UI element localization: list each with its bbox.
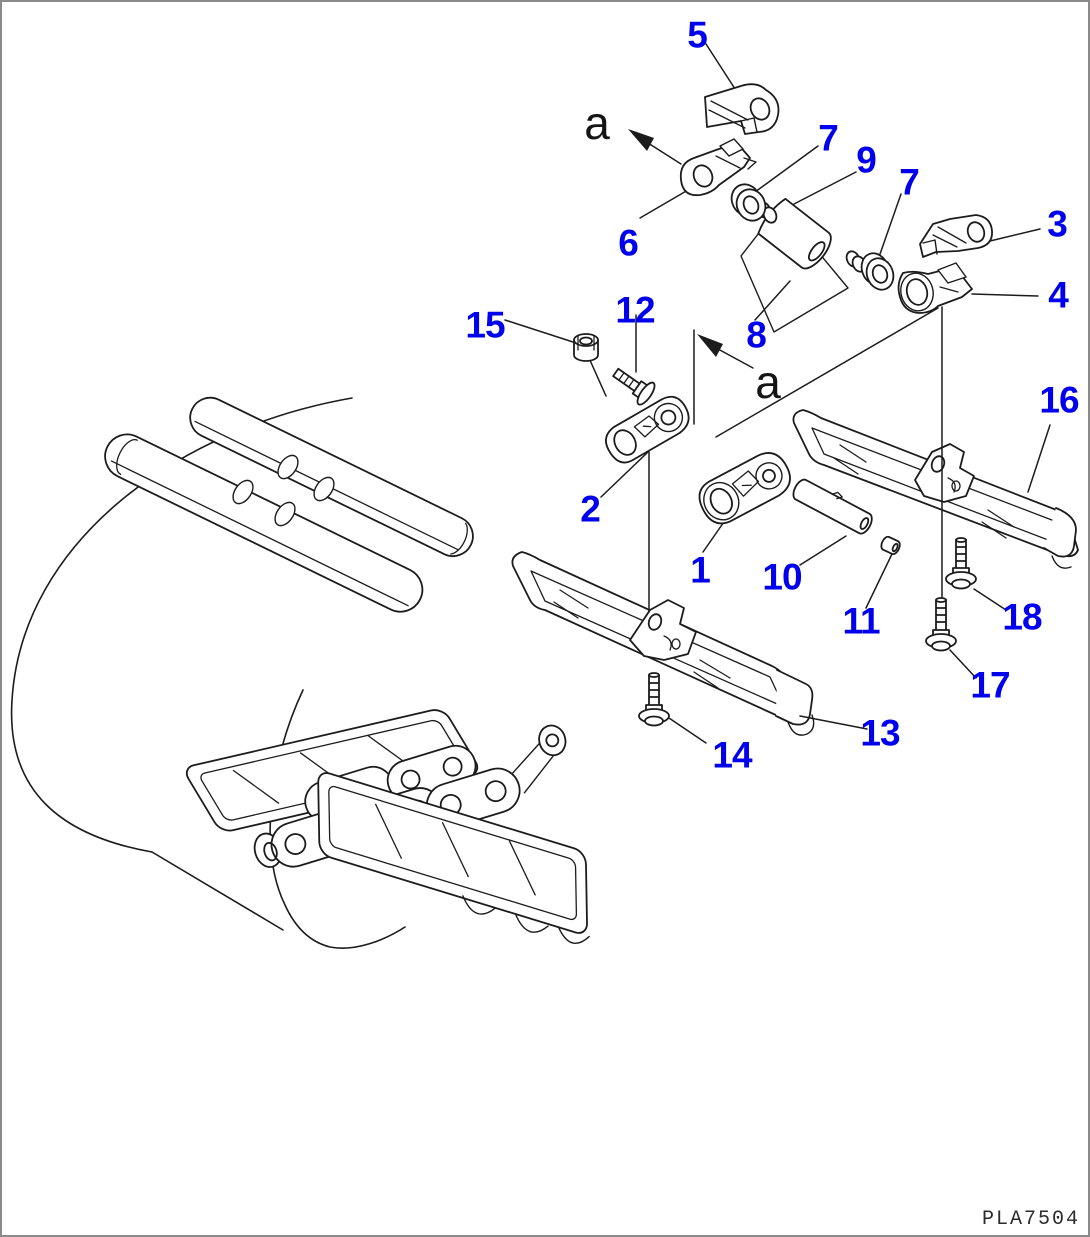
callout-3: 3 (1047, 203, 1067, 245)
drawing-number: PLA7504 (981, 1208, 1080, 1231)
leader-line-13 (800, 716, 867, 729)
leader-line-9 (794, 172, 856, 204)
section-arrow-a-mid (694, 330, 753, 424)
leader-line-5 (706, 44, 737, 92)
master-link-half-4 (897, 263, 972, 314)
washer-7-front (727, 180, 771, 226)
leader-line-3 (990, 229, 1040, 241)
nut-15 (574, 334, 598, 361)
leader-line-16 (1028, 425, 1050, 492)
bolt-17 (926, 598, 956, 651)
track-pin-10 (790, 474, 876, 536)
track-shoe-16 (793, 410, 1078, 568)
callout-7b: 7 (899, 161, 919, 203)
section-label-a-top: a (584, 97, 610, 149)
callout-4: 4 (1048, 274, 1068, 316)
bolt-18 (946, 538, 976, 589)
section-arrow-a-top (628, 129, 681, 164)
master-link-half-3 (920, 215, 992, 257)
washer-7-rear (857, 250, 897, 294)
leader-line-7b (879, 194, 901, 257)
track-link-1 (693, 446, 797, 530)
callout-5: 5 (687, 14, 707, 56)
track-link-2 (600, 391, 695, 468)
bushing-11 (879, 535, 901, 555)
callout-7a: 7 (818, 117, 838, 159)
leader-line-18 (974, 589, 1006, 610)
callout-1: 1 (690, 549, 710, 591)
callout-8: 8 (746, 314, 766, 356)
callout-14: 14 (712, 734, 752, 776)
bolt-14 (639, 673, 669, 726)
leader-line-14 (666, 716, 706, 743)
master-link-half-5 (705, 84, 779, 134)
callout-18: 18 (1002, 596, 1042, 638)
callout-15: 15 (465, 304, 505, 346)
leader-line-10 (800, 536, 846, 565)
leader-line-7a (755, 146, 818, 192)
assembled-shoe-bars (98, 391, 480, 619)
callout-17: 17 (970, 664, 1010, 706)
callout-16: 16 (1039, 379, 1079, 421)
callout-11: 11 (842, 600, 880, 642)
bolt-12 (608, 362, 657, 407)
callout-13: 13 (860, 712, 900, 754)
callout-6: 6 (618, 222, 638, 264)
callout-9: 9 (856, 139, 876, 181)
leader-line-4 (972, 294, 1038, 296)
section-label-a-mid: a (755, 356, 781, 408)
callout-2: 2 (580, 488, 600, 530)
callout-10: 10 (762, 556, 802, 598)
shoe-16-link-bracket (915, 444, 974, 502)
callout-12: 12 (615, 289, 655, 331)
